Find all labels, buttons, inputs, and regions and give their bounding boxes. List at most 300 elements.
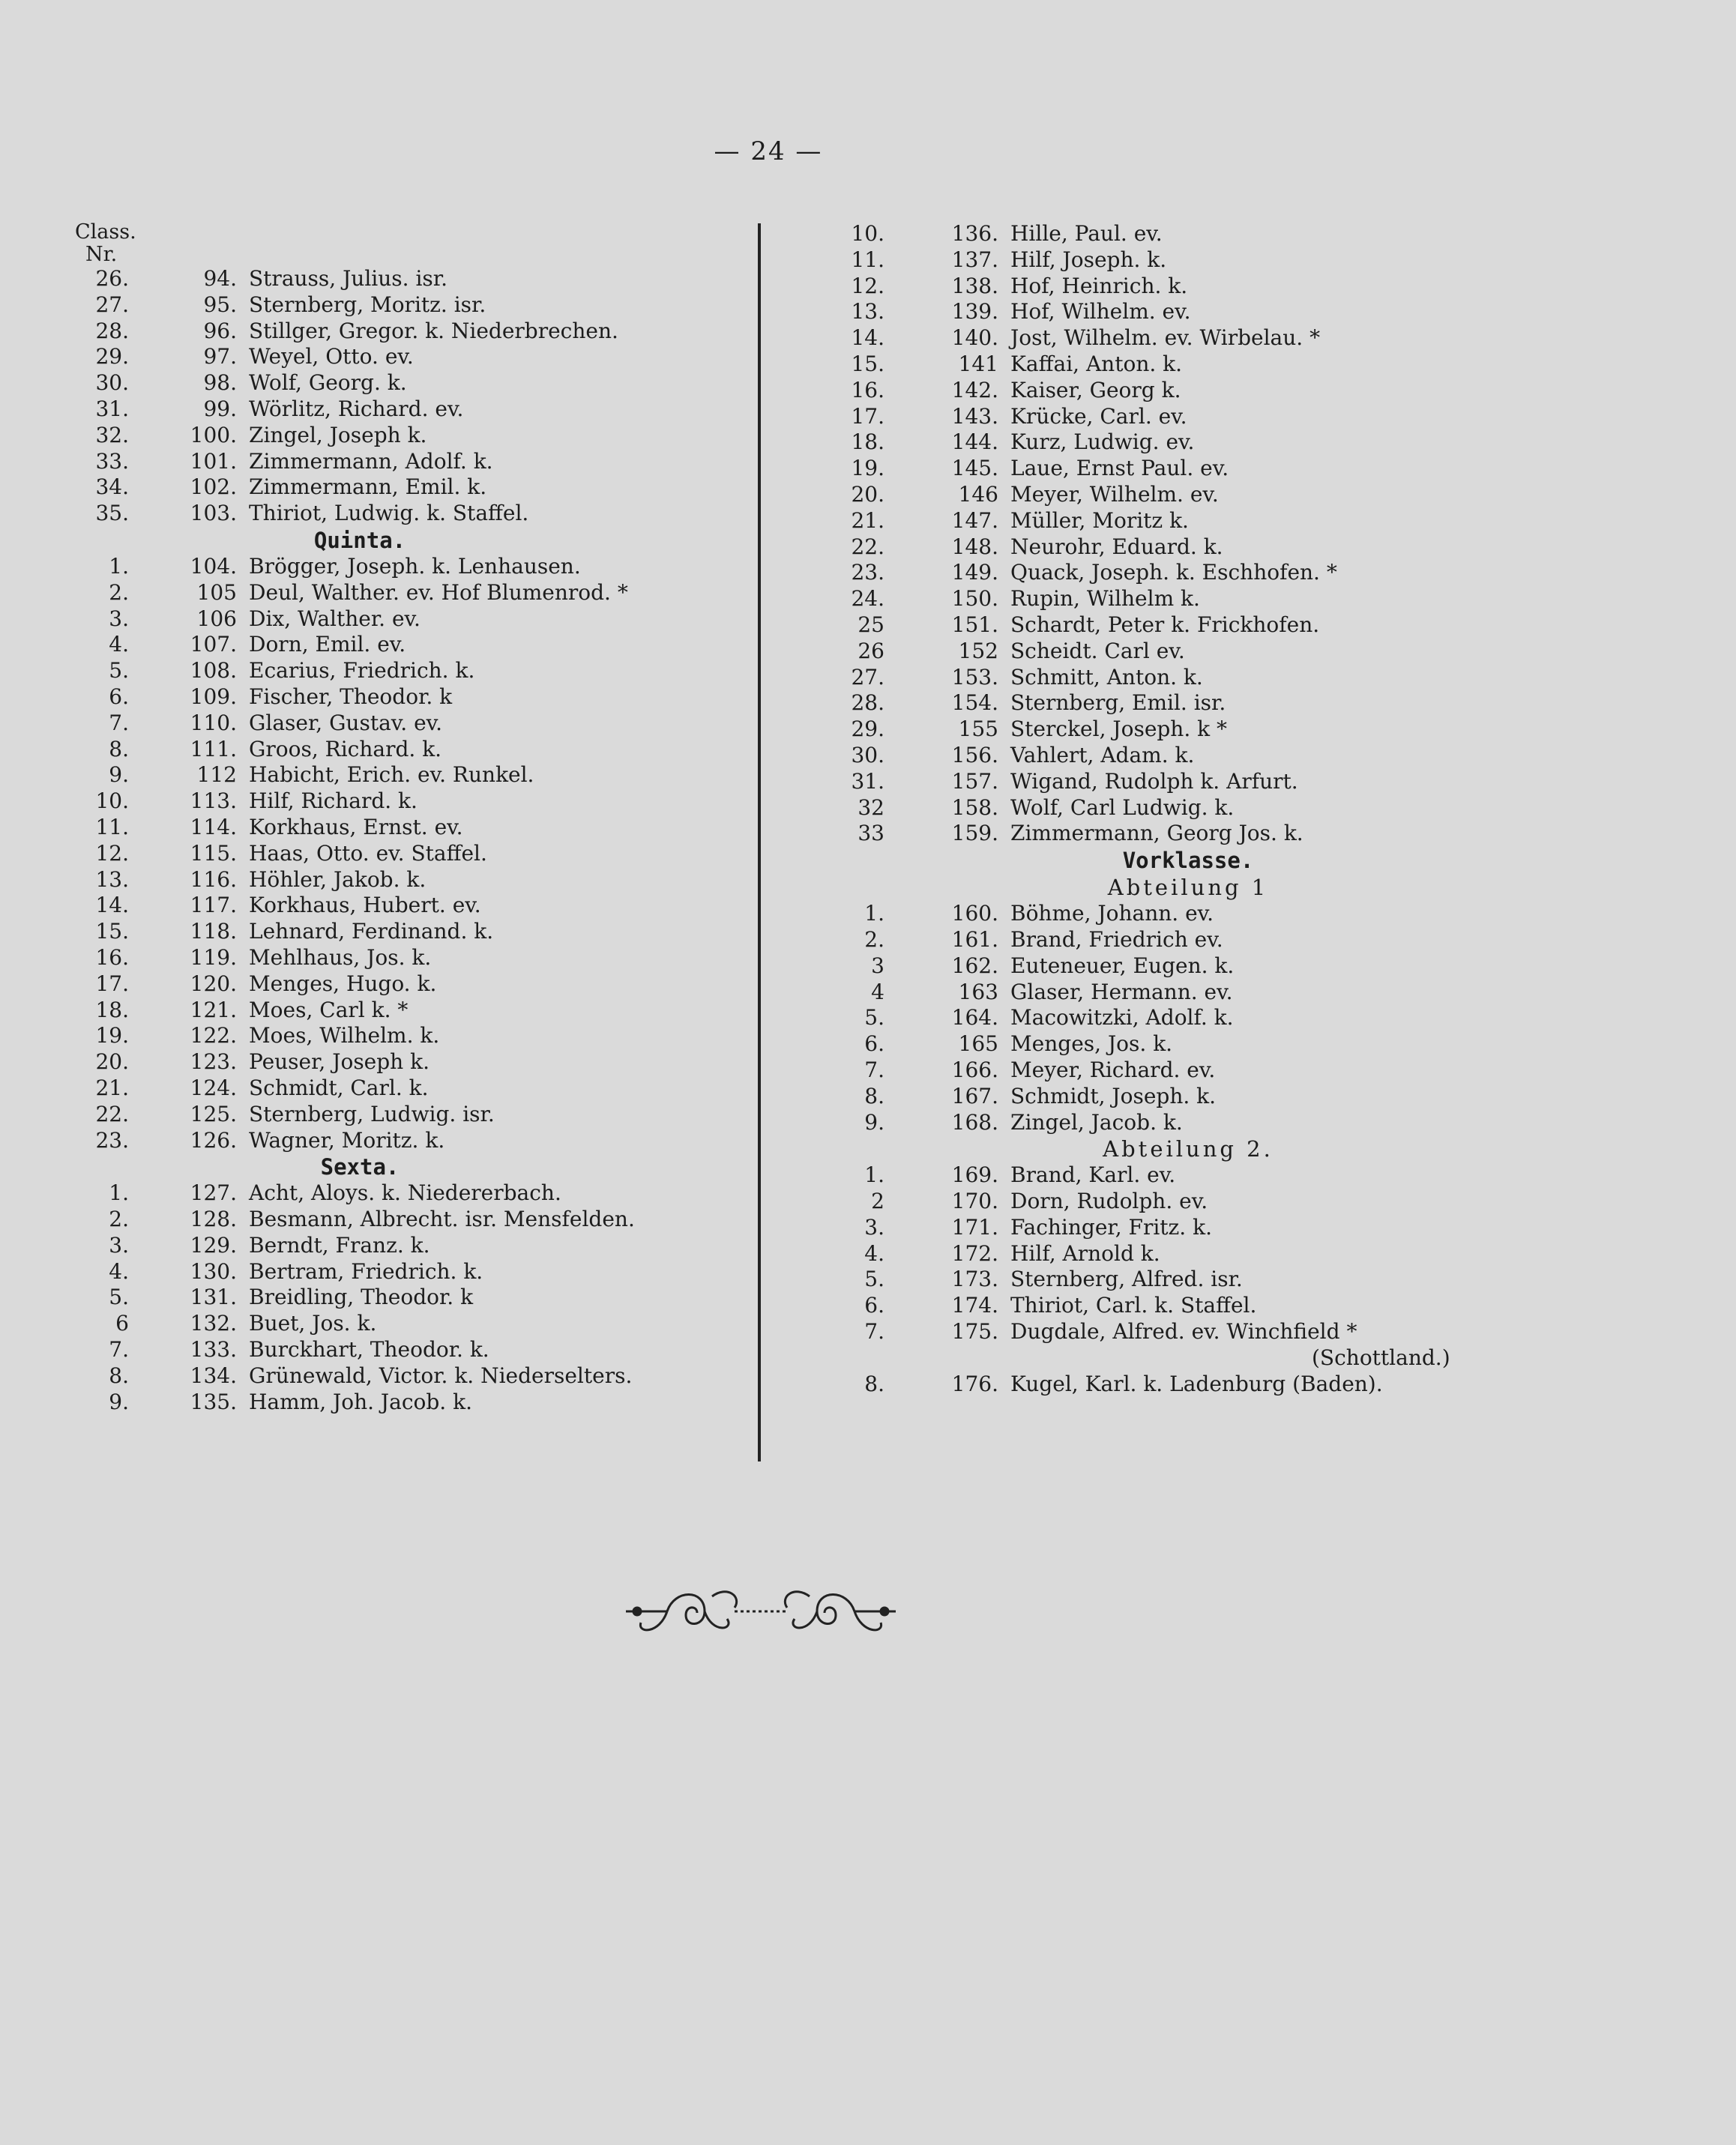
class-number: 17. xyxy=(851,403,884,429)
student-number: 127. xyxy=(190,1180,237,1206)
student-entry: Sternberg, Ludwig. isr. xyxy=(249,1101,495,1126)
class-number: 27. xyxy=(95,292,129,317)
section-heading: Vorklasse. xyxy=(1122,848,1254,874)
entry-continuation xyxy=(840,1345,1619,1372)
student-entry: Schmidt, Carl. k. xyxy=(249,1075,429,1100)
student-number: 134. xyxy=(190,1363,237,1388)
student-number: 126. xyxy=(190,1127,237,1153)
list-item xyxy=(75,423,750,449)
class-number: 21. xyxy=(851,507,884,533)
list-item xyxy=(75,658,750,684)
class-number: 31. xyxy=(95,396,129,421)
class-number: 20. xyxy=(851,481,884,507)
class-number: 16. xyxy=(851,377,884,402)
list-item xyxy=(840,247,1619,274)
list-item xyxy=(840,795,1619,821)
student-entry: Strauss, Julius. isr. xyxy=(249,266,447,291)
student-entry: Sternberg, Emil. isr. xyxy=(1010,690,1226,716)
student-entry: Habicht, Erich. ev. Runkel. xyxy=(249,762,534,788)
student-number: 130. xyxy=(190,1258,237,1284)
student-entry: Scheidt. Carl ev. xyxy=(1010,638,1185,663)
class-number: 29. xyxy=(851,716,884,742)
list-item xyxy=(840,953,1619,980)
student-entry: Fischer, Theodor. k xyxy=(249,684,453,709)
list-item xyxy=(840,1241,1619,1267)
list-item xyxy=(840,325,1619,352)
section-heading: Quinta. xyxy=(313,527,406,553)
student-number: 101. xyxy=(190,448,237,474)
class-number: 2. xyxy=(109,1207,129,1232)
student-number: 153. xyxy=(951,664,998,690)
column-divider xyxy=(758,223,761,1461)
student-entry: Dorn, Emil. ev. xyxy=(249,632,406,657)
class-number: 32. xyxy=(95,422,129,447)
list-item xyxy=(840,534,1619,561)
student-entry: Zimmermann, Adolf. k. xyxy=(249,448,493,474)
student-number: 155 xyxy=(958,716,998,742)
list-item xyxy=(75,762,750,788)
student-number: 131. xyxy=(190,1285,237,1310)
class-number: 5. xyxy=(864,1005,884,1031)
student-entry: Zingel, Joseph k. xyxy=(249,422,427,447)
list-item xyxy=(75,815,750,841)
student-entry: Glaser, Gustav. ev. xyxy=(249,710,443,735)
student-entry: Wolf, Georg. k. xyxy=(249,370,407,396)
class-number: 3. xyxy=(109,606,129,631)
class-number: 10. xyxy=(851,221,884,246)
page-number: — 24 — xyxy=(714,136,823,166)
student-number: 123. xyxy=(190,1049,237,1075)
student-entry: Schmidt, Joseph. k. xyxy=(1010,1083,1217,1108)
student-entry: Sterckel, Joseph. k * xyxy=(1010,716,1228,742)
class-number: 9. xyxy=(109,1389,129,1414)
class-number: 11. xyxy=(95,814,129,839)
class-number: 9. xyxy=(109,762,129,788)
student-number: 142. xyxy=(951,377,998,402)
list-item xyxy=(75,319,750,345)
student-number: 118. xyxy=(190,919,237,944)
student-entry: Neurohr, Eduard. k. xyxy=(1010,534,1223,559)
class-number: 1. xyxy=(109,553,129,579)
list-item xyxy=(840,1084,1619,1110)
student-number: 150. xyxy=(951,586,998,612)
student-entry: Moes, Carl k. * xyxy=(249,997,409,1022)
list-item xyxy=(75,554,750,580)
class-number: 28. xyxy=(95,318,129,343)
student-number: 168. xyxy=(951,1109,998,1135)
student-number: 169. xyxy=(951,1162,998,1188)
student-entry: Menges, Hugo. k. xyxy=(249,971,437,996)
student-number: 151. xyxy=(951,612,998,637)
student-number: 138. xyxy=(951,273,998,298)
list-item xyxy=(75,580,750,606)
list-item xyxy=(840,299,1619,325)
class-number: 12. xyxy=(851,273,884,298)
student-number: 164. xyxy=(951,1005,998,1031)
list-item xyxy=(840,429,1619,456)
class-number: 1. xyxy=(109,1180,129,1206)
student-entry: Rupin, Wilhelm k. xyxy=(1010,586,1200,612)
list-item xyxy=(75,919,750,945)
student-number: 104. xyxy=(190,553,237,579)
list-item xyxy=(75,606,750,633)
class-number: 26 xyxy=(858,638,884,663)
student-entry: Macowitzki, Adolf. k. xyxy=(1010,1005,1234,1031)
student-entry: Schmitt, Anton. k. xyxy=(1010,664,1203,690)
class-number: 15. xyxy=(95,919,129,944)
student-entry: Moes, Wilhelm. k. xyxy=(249,1023,440,1049)
list-item xyxy=(75,893,750,919)
class-number: 32 xyxy=(858,794,884,820)
list-item xyxy=(840,769,1619,795)
class-number: 7. xyxy=(109,710,129,735)
student-number: 105 xyxy=(196,579,237,605)
class-number: 1. xyxy=(864,901,884,926)
list-item xyxy=(75,344,750,370)
student-entry: Meyer, Wilhelm. ev. xyxy=(1010,481,1219,507)
class-number: 8. xyxy=(864,1083,884,1108)
student-number: 111. xyxy=(190,736,237,761)
student-entry: Brögger, Joseph. k. Lenhausen. xyxy=(249,553,581,579)
list-item xyxy=(840,612,1619,639)
student-entry: Schardt, Peter k. Frickhofen. xyxy=(1010,612,1320,637)
list-item xyxy=(840,1293,1619,1319)
list-item xyxy=(840,508,1619,534)
class-number: 22. xyxy=(851,534,884,559)
student-entry: Kaffai, Anton. k. xyxy=(1010,351,1183,376)
student-number: 98. xyxy=(203,370,237,396)
class-number: 19. xyxy=(95,1023,129,1049)
student-number: 112 xyxy=(196,762,237,788)
class-number: 31. xyxy=(851,768,884,794)
student-number: 146 xyxy=(958,481,998,507)
student-number: 122. xyxy=(190,1023,237,1049)
student-entry: Besmann, Albrecht. isr. Mensfelden. xyxy=(249,1207,635,1232)
student-number: 149. xyxy=(951,560,998,585)
class-number: 16. xyxy=(95,944,129,970)
list-item xyxy=(75,867,750,893)
continuation-text: (Schottland.) xyxy=(1312,1345,1450,1370)
list-item xyxy=(840,1162,1619,1189)
student-number: 114. xyxy=(190,814,237,839)
student-number: 173. xyxy=(951,1267,998,1292)
student-number: 96. xyxy=(203,318,237,343)
class-number: 15. xyxy=(851,351,884,376)
student-number: 128. xyxy=(190,1207,237,1232)
class-number: 22. xyxy=(95,1101,129,1126)
list-item xyxy=(75,474,750,501)
student-entry: Hilf, Arnold k. xyxy=(1010,1240,1160,1266)
student-entry: Sternberg, Alfred. isr. xyxy=(1010,1267,1243,1292)
list-item xyxy=(840,1110,1619,1136)
class-number: 25 xyxy=(858,612,884,637)
student-entry: Brand, Karl. ev. xyxy=(1010,1162,1176,1188)
ornament-icon xyxy=(622,1581,899,1656)
student-entry: Müller, Moritz k. xyxy=(1010,507,1189,533)
student-entry: Brand, Friedrich ev. xyxy=(1010,926,1223,952)
list-item xyxy=(75,396,750,423)
list-item xyxy=(75,1233,750,1259)
student-number: 171. xyxy=(951,1214,998,1240)
student-number: 167. xyxy=(951,1083,998,1108)
list-item xyxy=(75,684,750,711)
student-number: 125. xyxy=(190,1101,237,1126)
student-entry: Zimmermann, Emil. k. xyxy=(249,474,487,500)
student-number: 143. xyxy=(951,403,998,429)
list-item xyxy=(75,737,750,763)
list-item xyxy=(840,743,1619,769)
student-number: 163 xyxy=(958,979,998,1004)
student-number: 145. xyxy=(951,456,998,481)
student-entry: Menges, Jos. k. xyxy=(1010,1031,1173,1057)
class-number: 2 xyxy=(871,1189,884,1214)
class-number: 6. xyxy=(864,1031,884,1057)
student-entry: Deul, Walther. ev. Hof Blumenrod. * xyxy=(249,579,628,605)
right-column xyxy=(840,221,1619,1397)
student-number: 121. xyxy=(190,997,237,1022)
class-number: 10. xyxy=(95,788,129,814)
class-number: 27. xyxy=(851,664,884,690)
student-entry: Sternberg, Moritz. isr. xyxy=(249,292,486,317)
list-item xyxy=(75,1363,750,1390)
list-item xyxy=(75,632,750,658)
student-number: 161. xyxy=(951,926,998,952)
student-entry: Hamm, Joh. Jacob. k. xyxy=(249,1389,472,1414)
student-number: 139. xyxy=(951,299,998,325)
student-number: 165 xyxy=(958,1031,998,1057)
student-entry: Wagner, Moritz. k. xyxy=(249,1127,445,1153)
class-number: 13. xyxy=(95,866,129,892)
student-number: 132. xyxy=(190,1311,237,1336)
student-number: 109. xyxy=(190,684,237,709)
student-entry: Ecarius, Friedrich. k. xyxy=(249,658,475,684)
list-item xyxy=(840,901,1619,927)
class-number: 3. xyxy=(864,1214,884,1240)
student-number: 157. xyxy=(951,768,998,794)
list-item xyxy=(840,352,1619,378)
list-item xyxy=(840,378,1619,404)
class-number: 13. xyxy=(851,299,884,325)
list-item xyxy=(840,665,1619,691)
class-number: 7. xyxy=(864,1319,884,1345)
student-number: 170. xyxy=(951,1189,998,1214)
student-entry: Dix, Walther. ev. xyxy=(249,606,421,631)
student-number: 100. xyxy=(190,422,237,447)
student-entry: Kurz, Ludwig. ev. xyxy=(1010,429,1195,455)
student-number: 176. xyxy=(951,1371,998,1396)
student-number: 154. xyxy=(951,690,998,716)
list-item xyxy=(75,1180,750,1207)
student-number: 162. xyxy=(951,953,998,978)
class-number: 30. xyxy=(851,742,884,767)
list-item xyxy=(840,1031,1619,1058)
student-entry: Wörlitz, Richard. ev. xyxy=(249,396,464,421)
list-item xyxy=(840,1058,1619,1084)
student-entry: Hof, Heinrich. k. xyxy=(1010,273,1188,298)
student-number: 129. xyxy=(190,1232,237,1258)
list-item xyxy=(840,1005,1619,1031)
list-item xyxy=(840,404,1619,430)
student-entry: Berndt, Franz. k. xyxy=(249,1232,430,1258)
student-entry: Mehlhaus, Jos. k. xyxy=(249,944,432,970)
student-entry: Breidling, Theodor. k xyxy=(249,1285,474,1310)
list-item xyxy=(75,1049,750,1075)
student-number: 172. xyxy=(951,1240,998,1266)
class-number: 29. xyxy=(95,344,129,369)
student-entry: Dugdale, Alfred. ev. Winchfield * xyxy=(1010,1319,1357,1345)
left-column xyxy=(75,221,750,1415)
list-item xyxy=(75,1102,750,1128)
class-number: 18. xyxy=(95,997,129,1022)
class-number: 5. xyxy=(109,1285,129,1310)
student-entry: Thiriot, Ludwig. k. Staffel. xyxy=(249,501,529,526)
student-entry: Laue, Ernst Paul. ev. xyxy=(1010,456,1229,481)
student-number: 144. xyxy=(951,429,998,455)
list-item xyxy=(75,501,750,527)
student-number: 147. xyxy=(951,507,998,533)
class-number: 4. xyxy=(109,632,129,657)
class-number: 2. xyxy=(864,926,884,952)
student-entry: Hille, Paul. ev. xyxy=(1010,221,1163,246)
student-entry: Kaiser, Georg k. xyxy=(1010,377,1181,402)
class-number: 14. xyxy=(851,325,884,351)
student-entry: Thiriot, Carl. k. Staffel. xyxy=(1010,1293,1257,1318)
student-entry: Stillger, Gregor. k. Niederbrechen. xyxy=(249,318,618,343)
class-header: Class. xyxy=(75,220,136,244)
student-entry: Groos, Richard. k. xyxy=(249,736,442,761)
student-number: 116. xyxy=(190,866,237,892)
student-number: 117. xyxy=(190,893,237,918)
class-number: 21. xyxy=(95,1075,129,1100)
student-number: 120. xyxy=(190,971,237,996)
student-entry: Jost, Wilhelm. ev. Wirbelau. * xyxy=(1010,325,1321,351)
class-number: 4. xyxy=(109,1258,129,1284)
list-item xyxy=(75,788,750,815)
list-item xyxy=(75,711,750,737)
list-item xyxy=(75,1075,750,1102)
student-number: 160. xyxy=(951,901,998,926)
student-entry: Kugel, Karl. k. Ladenburg (Baden). xyxy=(1010,1371,1383,1396)
list-item xyxy=(840,980,1619,1006)
list-item xyxy=(840,1189,1619,1215)
student-entry: Dorn, Rudolph. ev. xyxy=(1010,1189,1208,1214)
student-number: 108. xyxy=(190,658,237,684)
student-entry: Euteneuer, Eugen. k. xyxy=(1010,953,1235,978)
list-item xyxy=(840,690,1619,716)
student-entry: Zingel, Jacob. k. xyxy=(1010,1109,1183,1135)
list-item xyxy=(840,482,1619,508)
student-entry: Glaser, Hermann. ev. xyxy=(1010,979,1233,1004)
student-number: 94. xyxy=(203,266,237,291)
student-number: 99. xyxy=(203,396,237,421)
list-item xyxy=(840,1319,1619,1345)
student-entry: Höhler, Jakob. k. xyxy=(249,866,427,892)
student-number: 115. xyxy=(190,840,237,866)
class-number: 5. xyxy=(864,1267,884,1292)
student-entry: Haas, Otto. ev. Staffel. xyxy=(249,840,487,866)
class-number: 6 xyxy=(115,1311,129,1336)
class-number: 6. xyxy=(109,684,129,709)
student-entry: Hilf, Joseph. k. xyxy=(1010,247,1167,272)
list-item xyxy=(75,971,750,998)
class-number: 17. xyxy=(95,971,129,996)
class-number: 24. xyxy=(851,586,884,612)
list-item xyxy=(75,266,750,292)
student-entry: Wigand, Rudolph k. Arfurt. xyxy=(1010,768,1298,794)
student-number: 106 xyxy=(196,606,237,631)
student-number: 95. xyxy=(203,292,237,317)
list-item xyxy=(840,1372,1619,1398)
list-item xyxy=(75,945,750,971)
class-number: 11. xyxy=(851,247,884,272)
class-number: 23. xyxy=(851,560,884,585)
student-number: 152 xyxy=(958,638,998,663)
nr-header: Nr. xyxy=(85,243,118,266)
class-number: 19. xyxy=(851,456,884,481)
class-number: 34. xyxy=(95,474,129,500)
student-entry: Peuser, Joseph k. xyxy=(249,1049,430,1075)
subsection-heading: Abteilung 2. xyxy=(1103,1136,1274,1162)
student-number: 159. xyxy=(951,821,998,846)
student-entry: Böhme, Johann. ev. xyxy=(1010,901,1214,926)
student-number: 97. xyxy=(203,344,237,369)
student-entry: Lehnard, Ferdinand. k. xyxy=(249,919,494,944)
list-item xyxy=(75,841,750,867)
student-entry: Bertram, Friedrich. k. xyxy=(249,1258,483,1284)
student-number: 158. xyxy=(951,794,998,820)
class-number: 33. xyxy=(95,448,129,474)
student-number: 133. xyxy=(190,1337,237,1363)
list-item xyxy=(75,1311,750,1337)
class-number: 26. xyxy=(95,266,129,291)
list-item xyxy=(840,586,1619,612)
student-entry: Weyel, Otto. ev. xyxy=(249,344,414,369)
student-number: 166. xyxy=(951,1057,998,1082)
student-entry: Burckhart, Theodor. k. xyxy=(249,1337,489,1363)
list-item xyxy=(75,449,750,475)
student-entry: Grünewald, Victor. k. Niederselters. xyxy=(249,1363,633,1388)
student-entry: Buet, Jos. k. xyxy=(249,1311,377,1336)
class-number: 14. xyxy=(95,893,129,918)
list-item xyxy=(75,1285,750,1311)
student-entry: Krücke, Carl. ev. xyxy=(1010,403,1187,429)
list-item xyxy=(75,292,750,319)
list-item xyxy=(75,370,750,396)
student-number: 103. xyxy=(190,501,237,526)
student-number: 113. xyxy=(190,788,237,814)
class-number: 5. xyxy=(109,658,129,684)
list-item xyxy=(840,560,1619,586)
class-number: 8. xyxy=(864,1371,884,1396)
class-number: 18. xyxy=(851,429,884,455)
list-item xyxy=(75,1337,750,1363)
class-number: 1. xyxy=(864,1162,884,1188)
list-item xyxy=(840,821,1619,847)
student-number: 135. xyxy=(190,1389,237,1414)
list-item xyxy=(75,1023,750,1049)
list-item xyxy=(840,274,1619,300)
class-number: 3 xyxy=(871,953,884,978)
list-item xyxy=(840,639,1619,665)
class-number: 8. xyxy=(109,1363,129,1388)
class-number: 30. xyxy=(95,370,129,396)
student-number: 141 xyxy=(958,351,998,376)
student-entry: Vahlert, Adam. k. xyxy=(1010,742,1195,767)
class-number: 7. xyxy=(109,1337,129,1363)
list-item xyxy=(840,1267,1619,1293)
class-number: 12. xyxy=(95,840,129,866)
student-number: 110. xyxy=(190,710,237,735)
